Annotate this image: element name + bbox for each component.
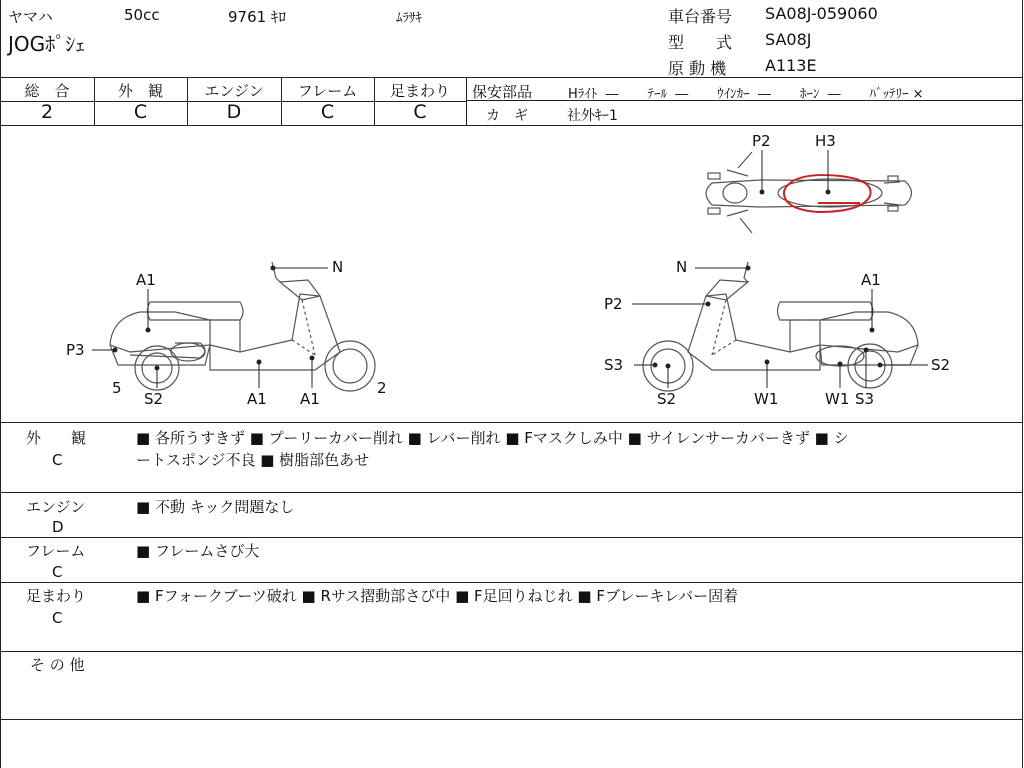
label-w1: W1 xyxy=(754,390,779,408)
overall-label: 総 合 xyxy=(24,82,70,100)
remark-exterior-line: ■ 各所うすきず ■ プーリーカバー削れ ■ レバー削れ ■ Fマスクしみ中 ■ サイレンサーカバーきず ■ シ xyxy=(136,429,849,447)
remark-suspension-line: ■ Fフォークブーツ破れ ■ Rサス摺動部さび中 ■ F足回りねじれ ■ Fブレーキレバー固着 xyxy=(136,587,739,605)
key-value: 社外ｷｰ1 xyxy=(567,108,618,124)
label-s2: S2 xyxy=(144,390,164,408)
remark-suspension-label: 足まわり xyxy=(26,587,87,605)
frame-grade: C xyxy=(320,101,335,123)
displacement: 50cc xyxy=(124,6,160,24)
label-p3: P3 xyxy=(66,341,85,359)
color: ﾑﾗｻｷ xyxy=(396,11,422,26)
exterior-label: 外 観 xyxy=(117,82,163,100)
remark-exterior-label: 外 観 xyxy=(26,429,87,447)
maker-name: ヤマハ xyxy=(8,8,53,26)
label-s2: S2 xyxy=(657,390,677,408)
frame-no: SA08J-059060 xyxy=(765,4,878,23)
suspension-grade: C xyxy=(413,101,427,123)
engine-grade: D xyxy=(226,101,242,123)
remark-other-label: そ の 他 xyxy=(30,656,85,674)
label-5: 5 xyxy=(112,379,122,397)
remark-engine-grade: D xyxy=(52,518,64,536)
exterior-grade: C xyxy=(133,101,148,123)
diagram-labels xyxy=(66,132,950,408)
remark-frame-label: フレーム xyxy=(26,542,86,560)
frame-label: フレーム xyxy=(297,82,358,100)
model-name: JOGﾎﾟｼｪ xyxy=(8,32,86,56)
leader-lines xyxy=(92,150,928,388)
engine-model-value: A113E xyxy=(765,56,817,75)
label-p2: P2 xyxy=(604,295,623,313)
label-2: 2 xyxy=(377,379,387,397)
remark-suspension-grade: C xyxy=(52,609,63,627)
safety-parts-items: Hﾗｲﾄ ― ﾃｰﾙ ― ｳｲﾝｶｰ ― ﾎｰﾝ ― ﾊﾞｯﾃﾘｰ × xyxy=(568,87,924,102)
label-w1: W1 xyxy=(825,390,850,408)
type-value: SA08J xyxy=(765,30,812,49)
remark-engine-line: ■ 不動 キック問題なし xyxy=(136,498,295,516)
mileage: 9761 ｷﾛ xyxy=(228,8,286,26)
top-view-scooter xyxy=(706,152,912,233)
label-s3: S3 xyxy=(604,356,624,374)
remark-frame-grade: C xyxy=(52,563,63,581)
label-n: N xyxy=(332,258,344,276)
label-s3: S3 xyxy=(855,390,875,408)
suspension-label: 足まわり xyxy=(389,82,450,100)
label-a1: A1 xyxy=(247,390,267,408)
label-s2: S2 xyxy=(931,356,951,374)
label-n: N xyxy=(676,258,688,276)
label-p2-top: P2 xyxy=(752,132,771,150)
remark-exterior-line: ートスポンジ不良 ■ 樹脂部色あせ xyxy=(136,451,370,469)
frame-no-label: 車台番号 xyxy=(668,7,733,26)
label-a1: A1 xyxy=(136,271,156,289)
label-h3-top: H3 xyxy=(815,132,836,150)
label-a1: A1 xyxy=(861,271,881,289)
remark-engine-label: エンジン xyxy=(26,498,86,516)
engine-label: エンジン xyxy=(204,82,264,100)
engine-model-label: 原 動 機 xyxy=(668,59,727,78)
label-a1: A1 xyxy=(300,390,320,408)
type-label: 型 式 xyxy=(668,33,733,52)
remark-exterior-grade: C xyxy=(52,451,63,469)
key-label: カ ギ xyxy=(486,108,528,124)
overall-grade: 2 xyxy=(40,101,54,123)
safety-parts-label: 保安部品 xyxy=(472,83,533,101)
remark-frame-line: ■ フレームさび大 xyxy=(136,542,260,560)
